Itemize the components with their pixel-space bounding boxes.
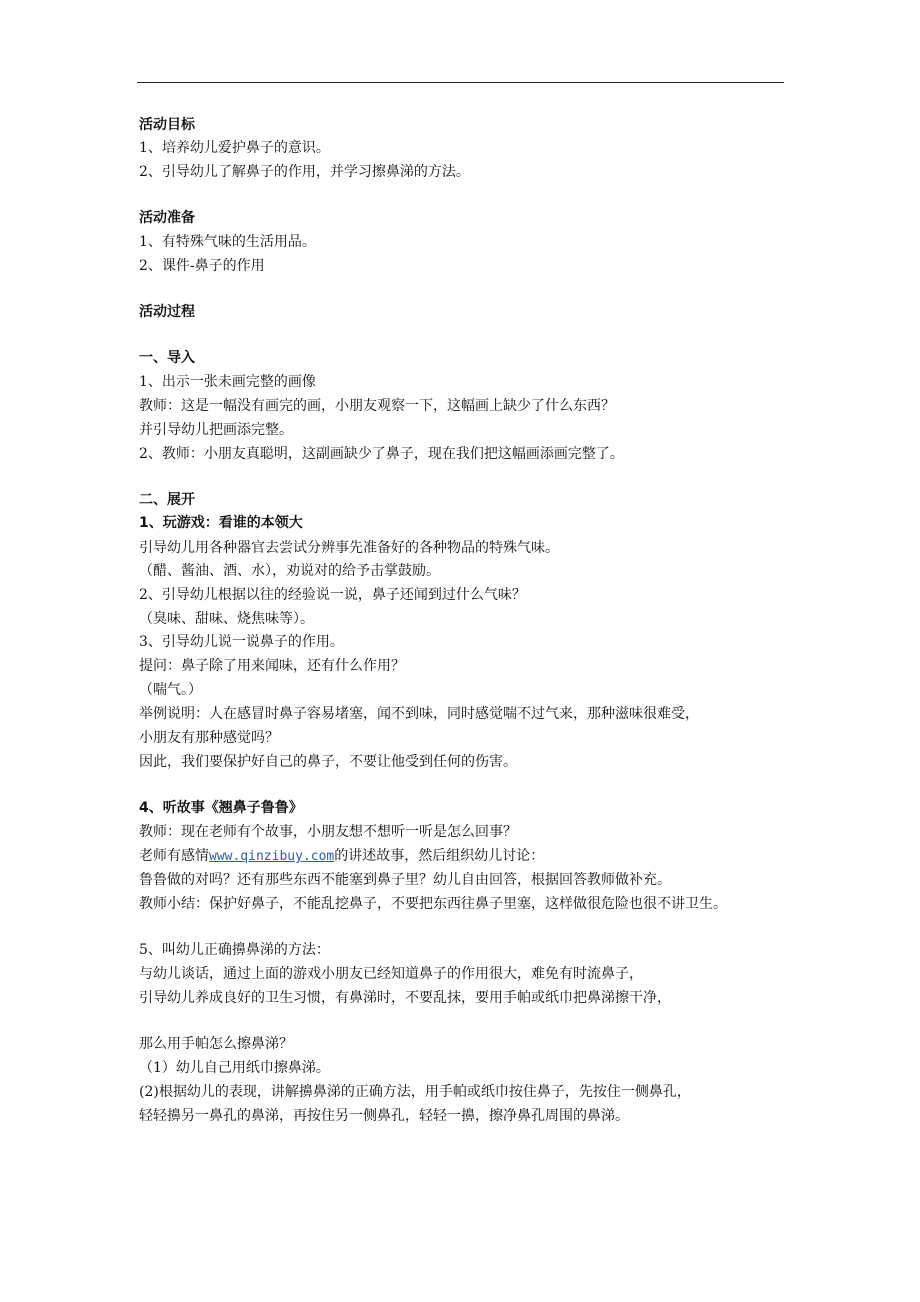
game-line-9: 小朋友有那种感觉吗？: [139, 730, 279, 746]
story-line-1: 教师：现在老师有个故事，小朋友想不想听一听是怎么回事？: [139, 824, 517, 840]
section5-line-6: (2)根据幼儿的表现，讲解擤鼻涕的正确方法，用手帕或纸巾按住鼻子，先按住一侧鼻孔，: [139, 1084, 691, 1100]
story-link[interactable]: www.qinzibuy.com: [209, 849, 335, 864]
intro-line-3: 并引导幼儿把画添完整。: [139, 422, 293, 438]
heading-intro: 一、导入: [139, 350, 195, 366]
game-line-6: 提问：鼻子除了用来闻味，还有什么作用？: [139, 658, 405, 674]
heading-expand: 二、展开: [139, 492, 195, 508]
game-line-1: 引导幼儿用各种器官去尝试分辨事先准备好的各种物品的特殊气味。: [139, 540, 559, 556]
header-rule: [137, 82, 784, 83]
story-line-2: [139, 846, 544, 867]
section5-line-3: 引导幼儿养成良好的卫生习惯，有鼻涕时，不要乱抹，要用手帕或纸巾把鼻涕擦干净，: [139, 990, 671, 1006]
section5-line-4: 那么用手帕怎么擦鼻涕？: [139, 1036, 293, 1052]
prep-item-1: 1、有特殊气味的生活用品。: [139, 234, 316, 250]
section5-line-5: （1）幼儿自己用纸巾擦鼻涕。: [139, 1060, 330, 1076]
intro-line-2: 教师：这是一幅没有画完的画，小朋友观察一下，这幅画上缺少了什么东西？: [139, 398, 615, 414]
game-line-10: 因此，我们要保护好自己的鼻子，不要让他受到任何的伤害。: [139, 754, 517, 770]
heading-game: 1、玩游戏：看谁的本领大: [139, 515, 303, 531]
section5-line-1: 5、叫幼儿正确擤鼻涕的方法：: [139, 942, 330, 958]
heading-activity-goals: 活动目标: [139, 117, 195, 133]
game-line-2: （醋、酱油、酒、水），劝说对的给予击掌鼓励。: [139, 563, 440, 579]
story-line-2-prefix: 老师有感情: [139, 848, 209, 864]
game-line-3: 2、引导幼儿根据以往的经验说一说，鼻子还闻到过什么气味？: [139, 587, 526, 603]
heading-story: 4、听故事《翘鼻子鲁鲁》: [139, 800, 303, 816]
heading-activity-prep: 活动准备: [139, 210, 195, 226]
prep-item-2: 2、课件-鼻子的作用: [139, 258, 265, 274]
intro-line-4: 2、教师：小朋友真聪明，这副画缺少了鼻子，现在我们把这幅画添画完整了。: [139, 446, 624, 462]
story-line-2-suffix: 的讲述故事，然后组织幼儿讨论：: [334, 848, 545, 864]
story-line-3: 鲁鲁做的对吗？还有那些东西不能塞到鼻子里？幼儿自由回答，根据回答教师做补充。: [139, 872, 671, 888]
game-line-4: （臭味、甜味、烧焦味等）。: [139, 611, 314, 627]
section5-line-2: 与幼儿谈话，通过上面的游戏小朋友已经知道鼻子的作用很大，难免有时流鼻子，: [139, 966, 643, 982]
game-line-5: 3、引导幼儿说一说鼻子的作用。: [139, 634, 344, 650]
section5-line-7: 轻轻擤另一鼻孔的鼻涕，再按住另一侧鼻孔，轻轻一擤，擦净鼻孔周围的鼻涕。: [139, 1108, 629, 1124]
story-line-4: 教师小结：保护好鼻子，不能乱挖鼻子，不要把东西往鼻子里塞，这样做很危险也很不讲卫生。: [139, 896, 727, 912]
goal-item-1: 1、培养幼儿爱护鼻子的意识。: [139, 140, 330, 156]
game-line-8: 举例说明：人在感冒时鼻子容易堵塞，闻不到味，同时感觉喘不过气来，那种滋味很难受，: [139, 706, 699, 722]
intro-line-1: 1、出示一张未画完整的画像: [139, 374, 316, 390]
heading-activity-process: 活动过程: [139, 304, 195, 320]
goal-item-2: 2、引导幼儿了解鼻子的作用，并学习擦鼻涕的方法。: [139, 164, 470, 180]
game-line-7: （喘气。）: [139, 682, 202, 698]
